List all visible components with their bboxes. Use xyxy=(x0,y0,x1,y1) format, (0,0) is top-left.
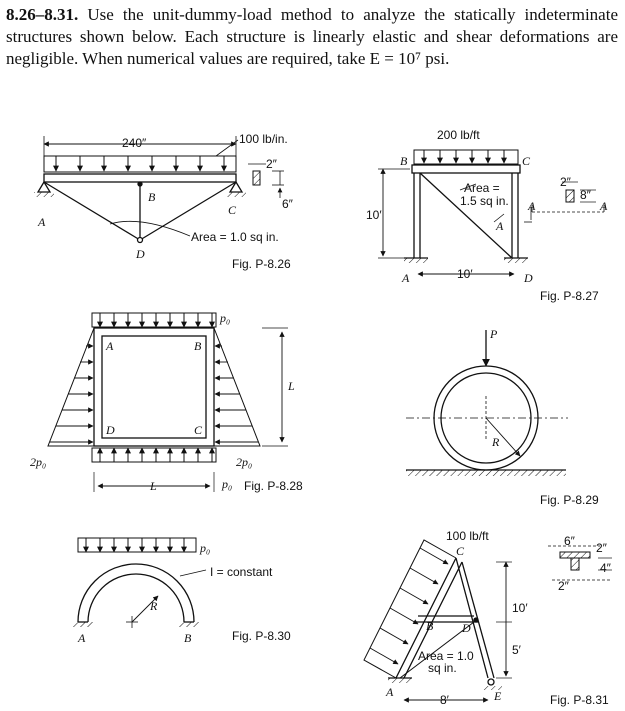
fig30-point-a: A xyxy=(78,631,86,645)
fig28-p0-top: p₀ xyxy=(220,311,231,325)
fig26-load: 100 lb/in. xyxy=(239,132,288,146)
fig27-point-a: A xyxy=(402,271,410,285)
fig28-2p0-right: 2p₀ xyxy=(236,455,253,469)
fig27-section-left: A xyxy=(528,199,536,213)
fig31-point-c: C xyxy=(456,544,465,558)
fig31-height-total: 10′ xyxy=(512,601,528,615)
fig31-point-b: B xyxy=(426,619,434,633)
fig26-point-a: A xyxy=(38,215,46,229)
fig31-load: 100 lb/ft xyxy=(446,529,489,543)
fig27-width: 10′ xyxy=(457,267,473,281)
fig26-point-c: C xyxy=(228,203,237,217)
fig31-height-lower: 5′ xyxy=(512,643,521,657)
fig29-R: R xyxy=(492,435,500,449)
fig26-caption: Fig. P-8.26 xyxy=(232,257,291,271)
fig30-p0: p₀ xyxy=(200,541,211,555)
fig28-2p0-left: 2p₀ xyxy=(30,455,47,469)
fig28-point-c: C xyxy=(194,423,203,437)
distributed-load-arrows xyxy=(56,156,224,171)
fig31-depth: 4″ xyxy=(600,561,611,575)
fig29-caption: Fig. P-8.29 xyxy=(540,493,599,507)
fig27-section-right: A xyxy=(600,199,608,213)
fig27-point-b: B xyxy=(400,154,408,168)
fig30-caption: Fig. P-8.30 xyxy=(232,629,291,643)
fig31-thick: 2″ xyxy=(596,541,607,555)
fig26-section-depth: 6″ xyxy=(282,197,293,211)
figure-p8-31 xyxy=(364,540,612,700)
fig30-I-const: I = constant xyxy=(210,565,273,579)
fig28-p0-bottom: p₀ xyxy=(222,477,233,491)
fig31-point-d: D xyxy=(462,621,471,635)
fig27-height: 10′ xyxy=(366,208,382,222)
fig26-point-d: D xyxy=(136,247,145,261)
fig31-area-line2: sq in. xyxy=(428,661,457,675)
fig27-point-d: D xyxy=(524,271,533,285)
figure-p8-30 xyxy=(72,538,206,628)
problem-number: 8.26–8.31. xyxy=(6,5,79,24)
fig30-R: R xyxy=(150,599,158,613)
problem-text: Use the unit-dummy-load method to analyze the statically indeterminate structures shown below. Each structure is linearly elastic and shear deformations are negligible. When numerical values are required, take xyxy=(6,5,618,68)
figure-p8-26 xyxy=(34,136,284,243)
fig31-flange: 6″ xyxy=(564,534,575,548)
fig28-point-b: B xyxy=(194,339,202,353)
fig27-area-line2: 1.5 sq in. xyxy=(460,194,509,208)
fig31-base: 8′ xyxy=(440,693,449,707)
fig31-caption: Fig. P-8.31 xyxy=(550,693,609,707)
fig27-load: 200 lb/ft xyxy=(437,128,480,142)
fig26-section-width: 2″ xyxy=(266,157,277,171)
fig28-caption: Fig. P-8.28 xyxy=(244,479,303,493)
fig28-point-d: D xyxy=(106,423,115,437)
figure-p8-29 xyxy=(406,330,568,476)
fig27-section-width: 2″ xyxy=(560,175,571,189)
fig26-span: 240″ xyxy=(122,136,147,150)
fig31-web: 2″ xyxy=(558,579,569,593)
fig27-point-c: C xyxy=(522,154,531,168)
fig28-point-a: A xyxy=(106,339,114,353)
fig27-area-marker: A xyxy=(496,219,504,233)
fig26-point-b: B xyxy=(148,190,156,204)
fig31-point-e: E xyxy=(494,689,502,703)
figure-p8-27 xyxy=(378,150,604,274)
fig27-section-depth: 8″ xyxy=(580,188,591,202)
fig28-L-side: L xyxy=(288,379,295,393)
modulus-value: E = 10⁷ psi. xyxy=(369,49,450,68)
fig27-area-line1: Area = xyxy=(464,181,500,195)
fig30-point-b: B xyxy=(184,631,192,645)
fig29-P: P xyxy=(490,327,498,341)
fig26-area: Area = 1.0 sq in. xyxy=(191,230,279,244)
fig28-L-bottom: L xyxy=(150,479,157,493)
fig31-area-line1: Area = 1.0 xyxy=(418,649,474,663)
fig31-point-a: A xyxy=(386,685,394,699)
fig27-caption: Fig. P-8.27 xyxy=(540,289,599,303)
